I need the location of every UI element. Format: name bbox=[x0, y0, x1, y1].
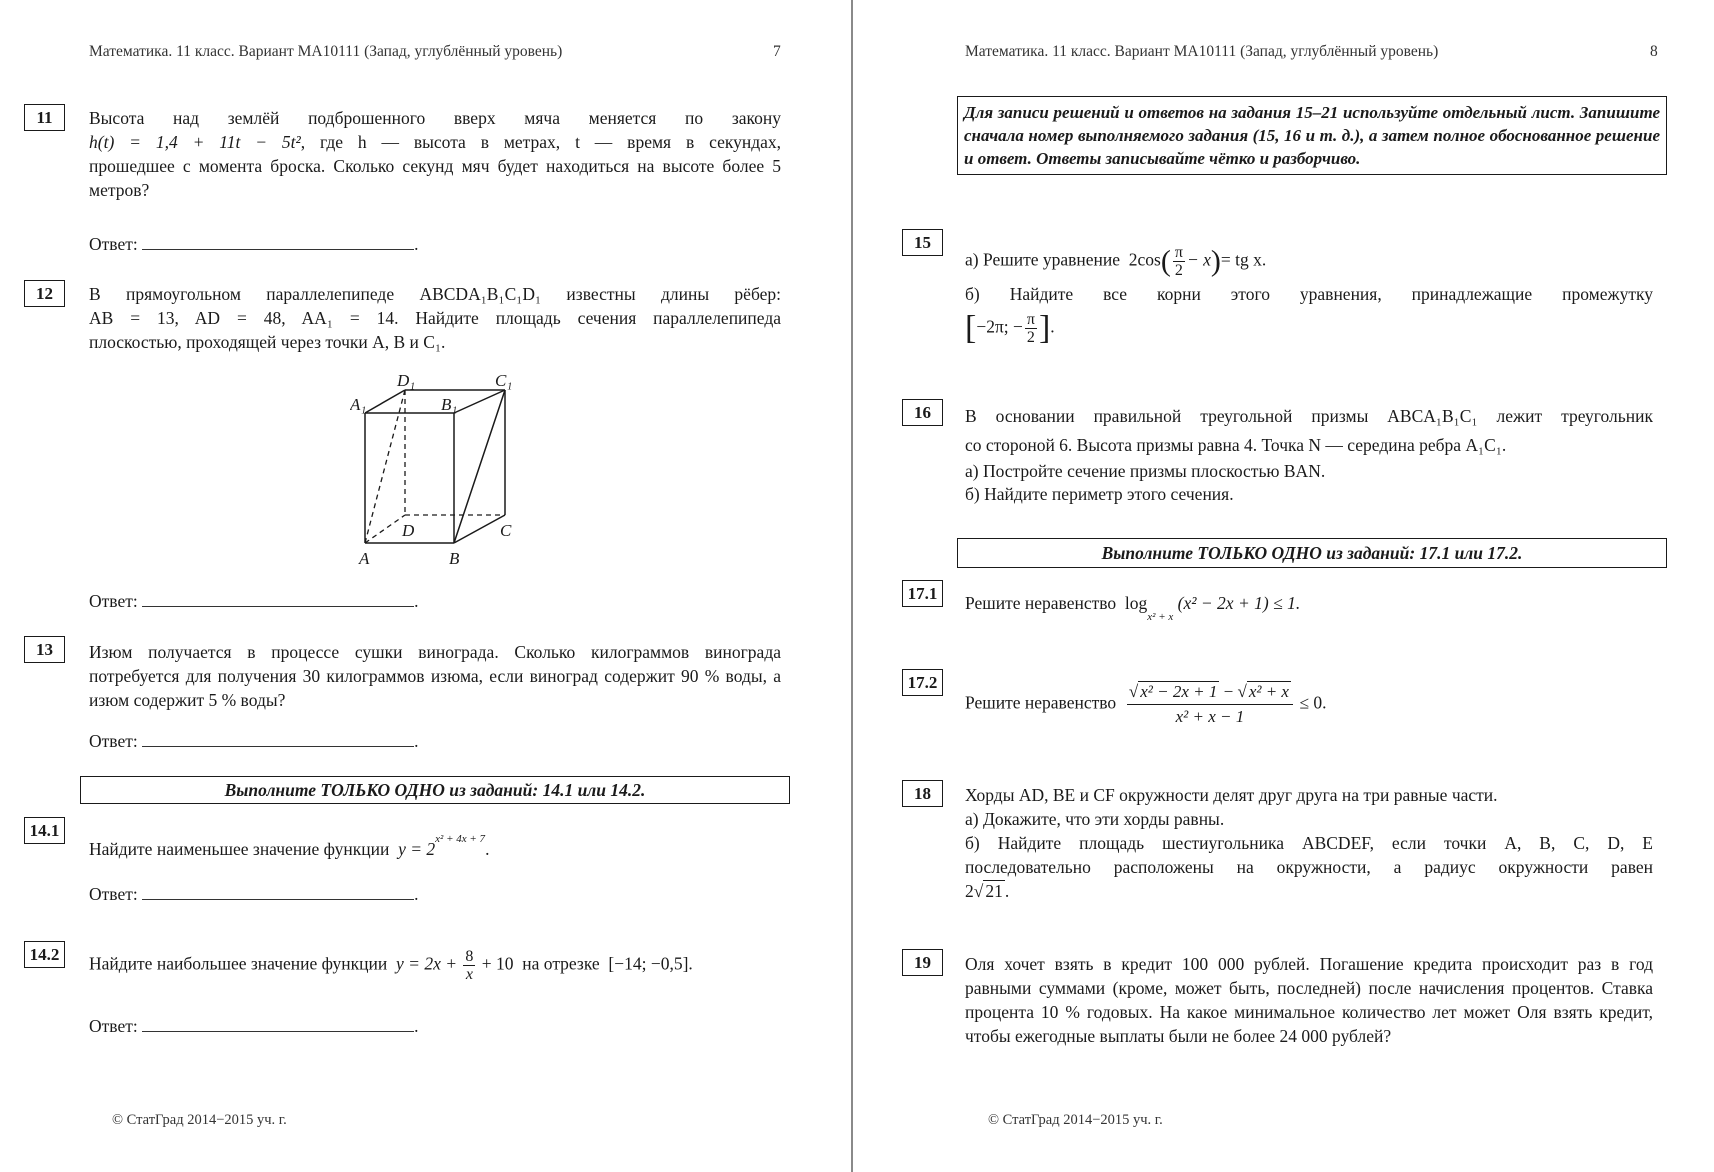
label-b: B bbox=[449, 549, 460, 568]
sqrt-b: x² + x bbox=[1248, 682, 1289, 701]
task-14-2-interval: [−14; −0,5]. bbox=[608, 953, 693, 974]
choice-banner-17: Выполните ТОЛЬКО ОДНО из заданий: 17.1 или 17.2. bbox=[957, 538, 1667, 568]
task-16-line1: В основании правильной треугольной призмы ABCA₁B₁C₁ лежит треугольник bbox=[965, 406, 1653, 426]
task-number-14-2: 14.2 bbox=[24, 941, 65, 968]
answer-14-1: Ответ: . bbox=[89, 884, 419, 904]
task-17-1-prompt: Решите неравенство bbox=[965, 593, 1117, 613]
answer-14-2: Ответ: . bbox=[89, 1016, 419, 1036]
instructions-box: Для записи решений и ответов на задания 15–21 используйте отдельный лист. Запишите сначала номер выполняемого задания (15, 16 и т. д.), а затем полное обоснованное решение и ответ. Ответы записывайте чётко и разборчиво. bbox=[957, 96, 1667, 175]
task-18-line2: а) Докажите, что эти хорды равны. bbox=[965, 809, 1225, 829]
label-a: A bbox=[359, 549, 370, 568]
answer-blank[interactable] bbox=[142, 732, 414, 747]
task-15-b: б) Найдите все корни этого уравнения, принадлежащие промежутку bbox=[965, 284, 1653, 304]
label-a1: A₁ bbox=[350, 395, 367, 414]
task-number-18: 18 bbox=[902, 780, 943, 807]
answer-blank[interactable] bbox=[142, 592, 414, 607]
answer-label: Ответ: bbox=[89, 731, 138, 751]
task-number-15: 15 bbox=[902, 229, 943, 256]
fraction-numerator: π bbox=[1026, 311, 1035, 328]
fraction-numerator: √ x² − 2x + 1 − √ x² + x bbox=[1127, 680, 1293, 705]
task-11-text bbox=[89, 106, 781, 202]
task-number-13: 13 bbox=[24, 636, 65, 663]
fraction-numerator: 8 bbox=[465, 948, 474, 965]
paren-close: ) bbox=[1210, 244, 1221, 278]
answer-label: Ответ: bbox=[89, 1016, 138, 1036]
paren-open: ( bbox=[1160, 244, 1171, 278]
task-18-line1: Хорды AD, BE и CF окружности делят друг друга на три равные части. bbox=[965, 785, 1498, 805]
task-11-line2: h(t) = 1,4 + 11t − 5t², где h — высота в метрах, t — время в секундах, bbox=[89, 132, 782, 152]
task-15-a-prompt: а) Решите уравнение bbox=[965, 249, 1121, 270]
bracket-open: [ bbox=[965, 309, 977, 347]
page-number: 7 bbox=[773, 43, 781, 60]
task-19-text: Оля хочет взять в кредит 100 000 рублей. Погашение кредита происходит раз в год равными суммами (кроме, может быть, последней) после начисления процентов. Ставка процента 10 % годовых. На какое минимальное количество лет может Оля взять кредит, чтобы ежегодные выплаты были не более 24 000 рублей? bbox=[965, 954, 1653, 1046]
label-b1: B₁ bbox=[441, 395, 458, 414]
task-11-mid: где h — высота в метрах, t — время в секундах, bbox=[320, 132, 782, 152]
label-d1: D₁ bbox=[397, 371, 416, 390]
task-12-line3: плоскостью, проходящей через точки A, B и C₁. bbox=[89, 332, 446, 352]
fraction-denominator: x bbox=[465, 966, 473, 983]
task-14-1-prompt: Найдите наименьшее значение функции bbox=[89, 838, 390, 859]
answer-blank[interactable] bbox=[142, 885, 414, 900]
task-17-1-log: log bbox=[1124, 593, 1148, 613]
task-15-fraction bbox=[1173, 244, 1185, 279]
task-18-line3: б) Найдите площадь шестиугольника ABCDEF, если точки A, B, C, D, E bbox=[965, 833, 1653, 853]
task-15-b-fraction bbox=[1025, 311, 1037, 346]
task-13-text: Изюм получается в процессе сушки винограда. Сколько килограммов винограда потребуется для получения 30 килограммов изюма, если виноград содержит 90 % воды, а изюм содержит 5 % воды? bbox=[89, 642, 781, 710]
task-14-2-formula-a: y = 2x + bbox=[396, 953, 458, 974]
page-header: Математика. 11 класс. Вариант МА10111 (Запад, углублённый уровень) bbox=[965, 43, 1439, 60]
task-17-2-tail: ≤ 0. bbox=[1299, 692, 1327, 713]
task-15-a bbox=[965, 244, 1266, 279]
answer-blank[interactable] bbox=[142, 235, 414, 250]
task-14-2-fraction bbox=[463, 948, 475, 983]
page-divider bbox=[851, 0, 853, 1172]
page-number: 8 bbox=[1650, 43, 1658, 60]
page-left bbox=[0, 0, 851, 1172]
radius-coef: 2 bbox=[965, 881, 974, 901]
task-14-1-exponent: x² + 4x + 7 bbox=[435, 833, 486, 845]
task-15-a-cos: 2cos bbox=[1128, 249, 1161, 270]
task-12-text bbox=[89, 282, 781, 354]
radius-root: 21 bbox=[985, 881, 1003, 901]
answer-label: Ответ: bbox=[89, 234, 138, 254]
sqrt-a: x² − 2x + 1 bbox=[1140, 682, 1218, 701]
task-18-line5: 2√ 21 . bbox=[965, 881, 1010, 901]
task-17-2-prompt: Решите неравенство bbox=[965, 692, 1117, 713]
task-12-line1: В прямоугольном параллелепипеде ABCDA₁B₁C₁D₁ известны длины рёбер: bbox=[89, 284, 781, 304]
task-16-line2: со стороной 6. Высота призмы равна 4. Точка N — середина ребра A₁C₁. bbox=[965, 435, 1507, 455]
task-15-b-interval: [−2π; − $\frac{\pi}{2}$ ]. bbox=[965, 309, 1055, 347]
footer-copyright: © СтатГрад 2014−2015 уч. г. bbox=[988, 1112, 1163, 1128]
fraction-denominator: 2 bbox=[1026, 329, 1035, 346]
footer-copyright: © СтатГрад 2014−2015 уч. г. bbox=[112, 1112, 287, 1128]
task-14-1-formula: y = 2 bbox=[398, 838, 436, 859]
task-17-1-base: x² + x bbox=[1147, 610, 1174, 623]
label-c: C bbox=[500, 521, 512, 540]
answer-12: Ответ: . bbox=[89, 591, 419, 611]
edge-a1d1 bbox=[365, 390, 405, 413]
task-number-17-1: 17.1 bbox=[902, 580, 943, 607]
task-18-line4: последовательно расположены на окружности, а радиус окружности равен bbox=[965, 857, 1653, 877]
task-14-2-mid: на отрезке bbox=[522, 953, 600, 974]
task-17-1-arg: (x² − 2x + 1) ≤ 1. bbox=[1177, 593, 1301, 613]
task-18-text bbox=[965, 783, 1653, 903]
answer-blank[interactable] bbox=[142, 1017, 414, 1032]
task-14-2-text bbox=[89, 948, 693, 983]
task-number-19: 19 bbox=[902, 949, 943, 976]
task-17-2-text bbox=[965, 680, 1326, 729]
edge-ad bbox=[365, 515, 405, 543]
task-number-14-1: 14.1 bbox=[24, 817, 65, 844]
task-15-a-mid: − x bbox=[1186, 249, 1211, 270]
task-number-16: 16 bbox=[902, 399, 943, 426]
answer-11: Ответ: . bbox=[89, 234, 419, 254]
task-12-line2: AB = 13, AD = 48, AA₁ = 14. Найдите площадь сечения параллелепипеда bbox=[89, 308, 781, 328]
task-14-2-formula-b: + 10 bbox=[481, 953, 514, 974]
radius-post: . bbox=[1004, 881, 1010, 901]
answer-label: Ответ: bbox=[89, 884, 138, 904]
task-number-11: 11 bbox=[24, 104, 65, 131]
task-14-1-text: Найдите наименьшее значение функции $y = 2^{x^2 + 4x + 7}$. bbox=[89, 833, 490, 859]
task-number-12: 12 bbox=[24, 280, 65, 307]
choice-banner-14: Выполните ТОЛЬКО ОДНО из заданий: 14.1 или 14.2. bbox=[80, 776, 790, 804]
task-15-b-interval-pre: −2π; − bbox=[976, 316, 1023, 337]
label-d: D bbox=[402, 521, 415, 540]
task-17-2-fraction bbox=[1127, 680, 1293, 729]
fraction-denominator: 2 bbox=[1174, 262, 1183, 279]
label-c1: C₁ bbox=[495, 371, 513, 390]
task-16-line4: б) Найдите периметр этого сечения. bbox=[965, 484, 1234, 504]
edge-b1c1 bbox=[454, 390, 505, 413]
task-14-2-prompt: Найдите наибольшее значение функции bbox=[89, 953, 388, 974]
task-16-text bbox=[965, 402, 1653, 506]
answer-13: Ответ: . bbox=[89, 731, 419, 751]
task-16-line3: а) Постройте сечение призмы плоскостью BAN. bbox=[965, 461, 1326, 481]
bracket-close: ] bbox=[1038, 309, 1051, 347]
fraction-denominator: x² + x − 1 bbox=[1175, 707, 1245, 726]
task-number-17-2: 17.2 bbox=[902, 669, 943, 696]
task-15-a-post: = tg x. bbox=[1220, 249, 1267, 270]
page-header: Математика. 11 класс. Вариант МА10111 (Запад, углублённый уровень) bbox=[89, 43, 563, 60]
answer-label: Ответ: bbox=[89, 591, 138, 611]
task-11-formula: h(t) = 1,4 + 11t − 5t² bbox=[89, 132, 301, 152]
task-17-1-text bbox=[965, 591, 1300, 623]
task-11-line1: Высота над землёй подброшенного вверх мяча меняется по закону bbox=[89, 108, 781, 128]
task-11-rest: прошедшее с момента броска. Сколько секунд мяч будет находиться на высоте более 5 метров? bbox=[89, 156, 781, 200]
fraction-numerator: π bbox=[1174, 244, 1183, 261]
parallelepiped-figure bbox=[350, 370, 520, 570]
page-right bbox=[854, 0, 1714, 1172]
